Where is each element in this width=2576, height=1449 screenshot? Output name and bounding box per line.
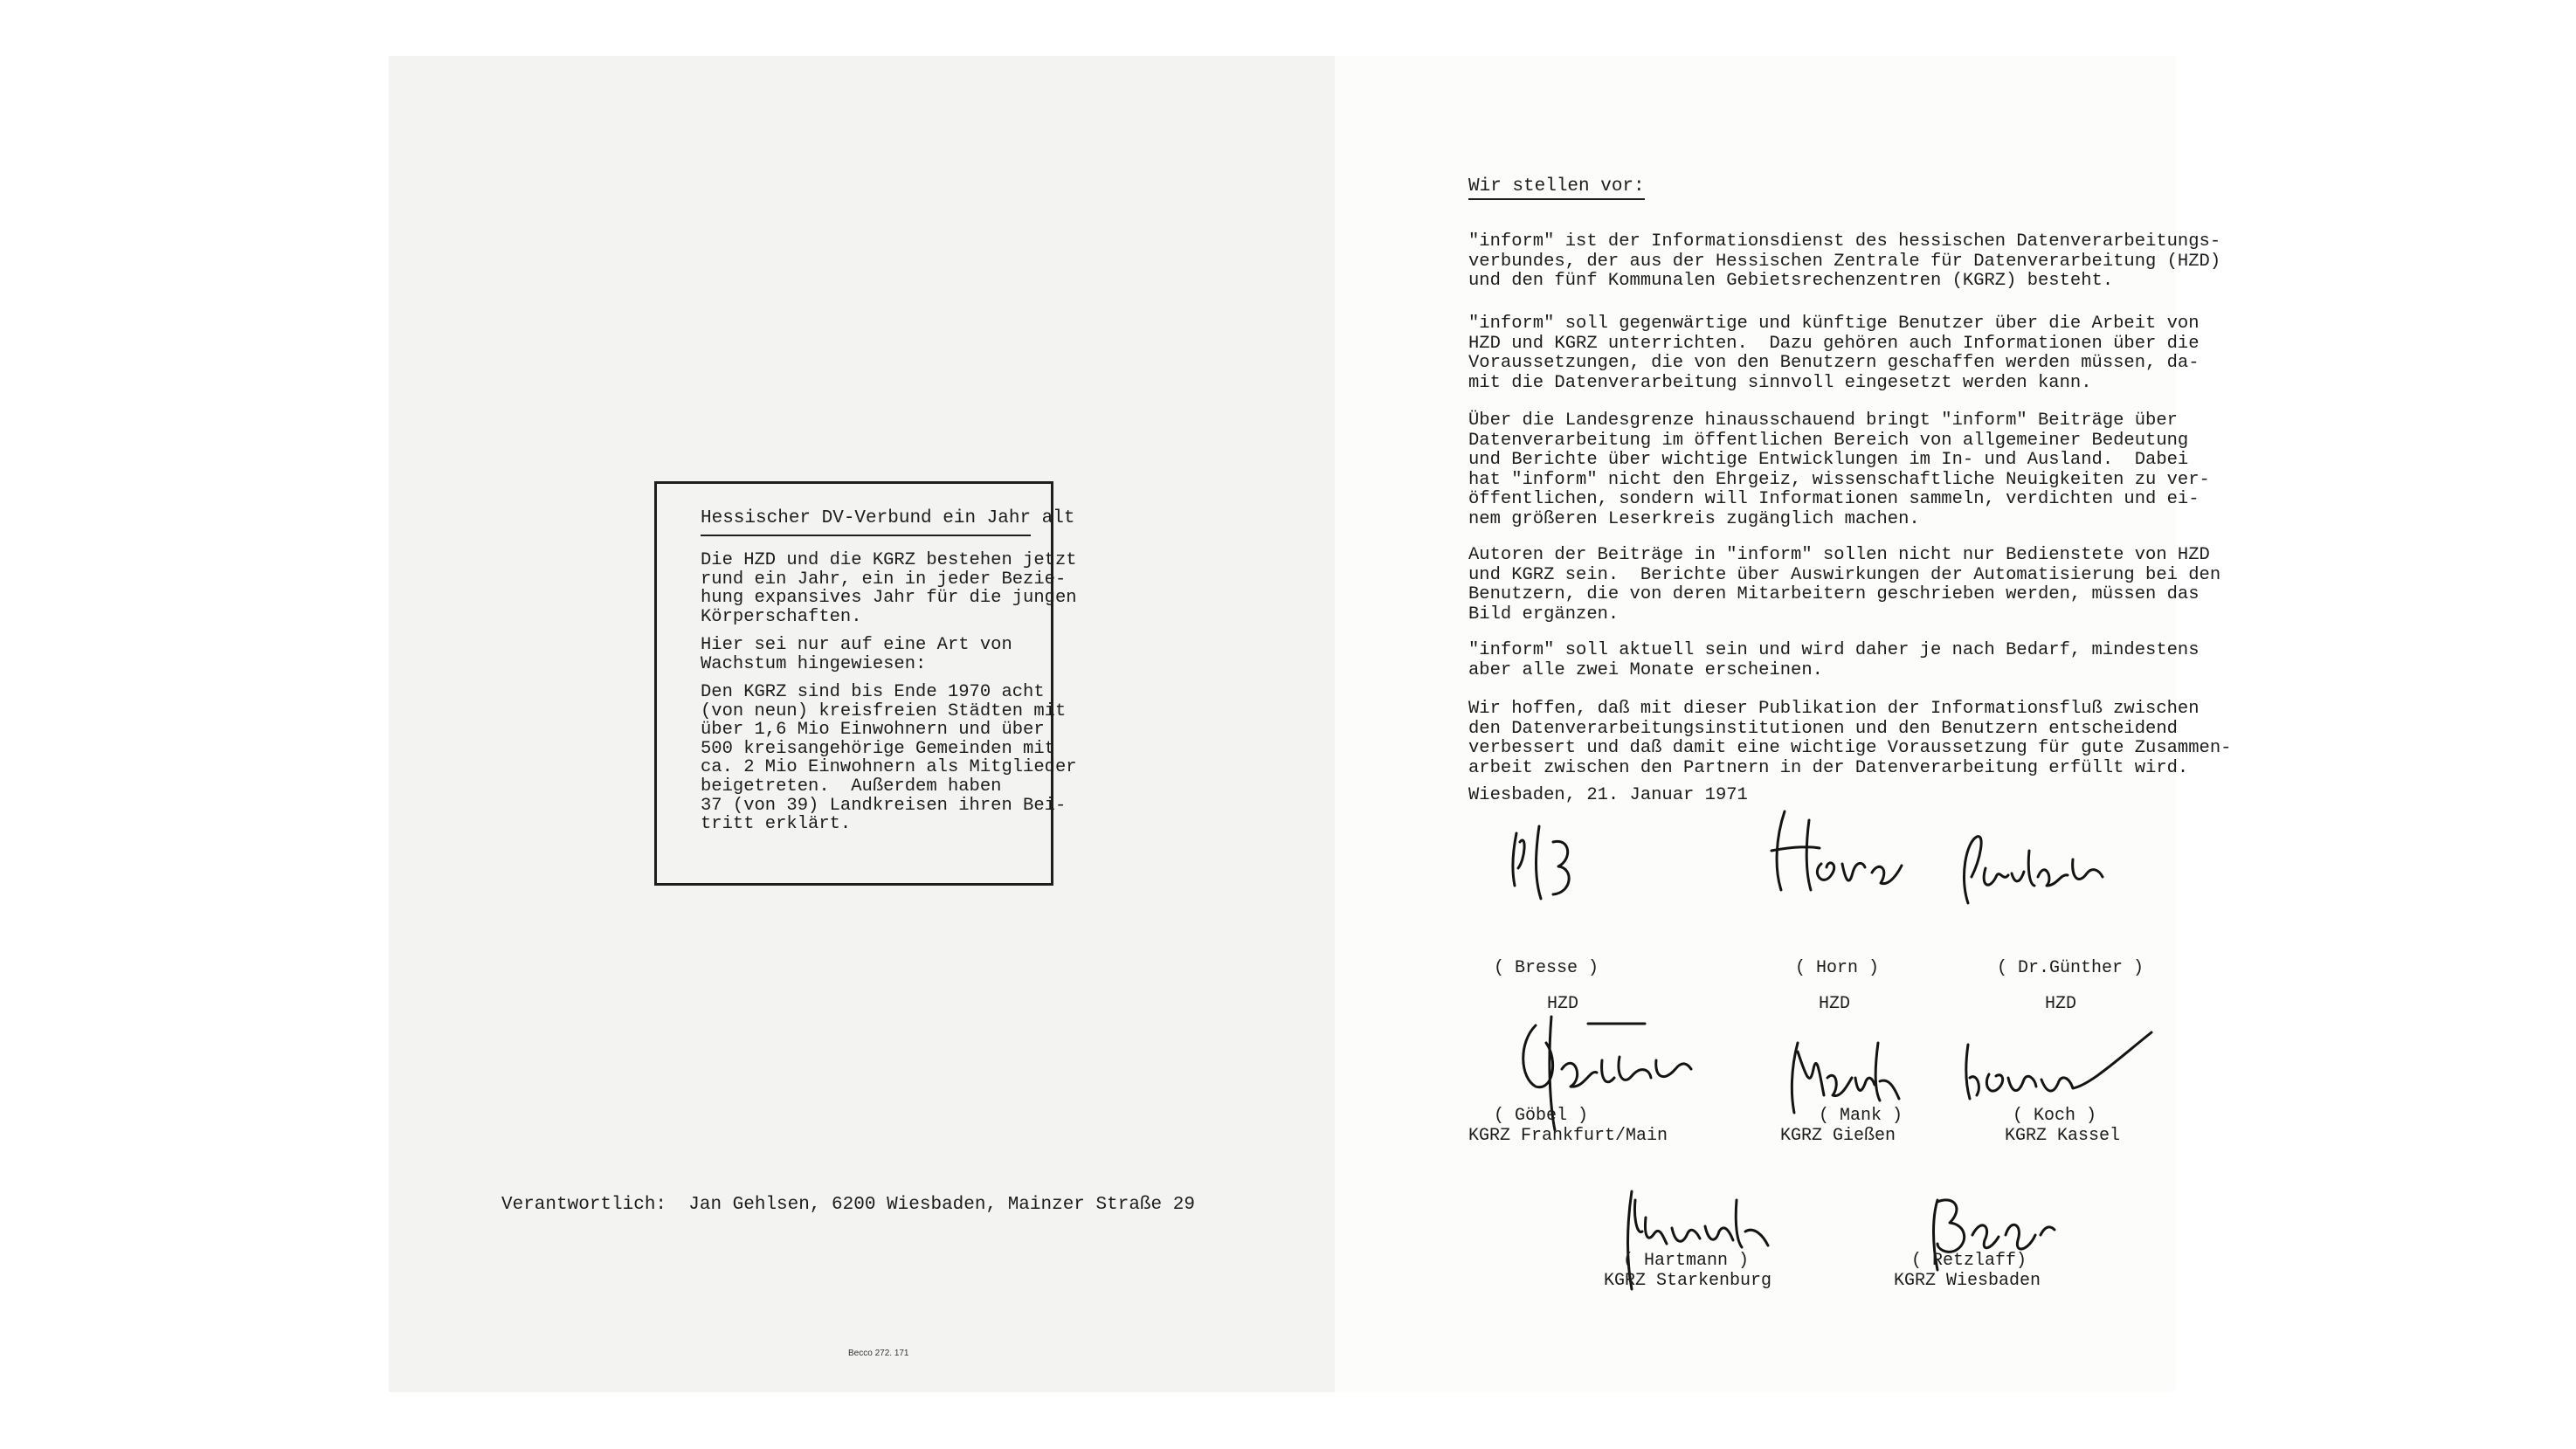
page-code: Becco 272. 171 — [848, 1349, 909, 1358]
signatory-name-guenther: ( Dr.Günther ) — [1997, 958, 2144, 978]
intro-paragraph-2: "inform" soll gegenwärtige und künftige Benutzer über die Arbeit von HZD und KGRZ unterrichten. Dazu gehören auch Informationen über die Voraussetzungen, die von den Benutzern geschaffen werden müssen, da- mit die Datenverarbeitung sinnvoll eingesetzt werden kann. — [1468, 314, 2200, 393]
signatory-org-retzlaff: KGRZ Wiesbaden — [1894, 1271, 2041, 1291]
signatory-name-retzlaff: ( Retzlaff) — [1911, 1251, 2027, 1271]
signatory-org-bresse: HZD — [1547, 994, 1579, 1014]
intro-paragraph-6: Wir hoffen, daß mit dieser Publikation der Informationsfluß zwischen den Datenverarbeitungsinstitutionen und den Benutzern entscheidend verbessert und daß damit eine wichtige Voraussetzung für gute Zusammen- arbeit zwischen den Partnern in der Datenverarbeitung erfüllt wird. — [1468, 699, 2232, 778]
signatory-org-horn: HZD — [1819, 994, 1851, 1014]
place-date: Wiesbaden, 21. Januar 1971 — [1468, 785, 1748, 805]
signatory-name-horn: ( Horn ) — [1795, 958, 1880, 978]
box-title-rule — [701, 535, 1031, 536]
intro-paragraph-1: "inform" ist der Informationsdienst des hessischen Datenverarbeitungs- verbundes, der aus der Hessischen Zentrale für Datenverarbeitung (HZD) und den fünf Kommunalen Gebietsrechenzentren (KGRZ) besteht. — [1468, 231, 2221, 292]
signatory-org-goebel: KGRZ Frankfurt/Main — [1468, 1126, 1668, 1146]
box-title: Hessischer DV-Verbund ein Jahr alt — [701, 508, 1075, 528]
signatory-name-mank: ( Mank ) — [1819, 1106, 1903, 1126]
signatory-org-koch: KGRZ Kassel — [2005, 1126, 2121, 1146]
signatory-org-mank: KGRZ Gießen — [1780, 1126, 1896, 1146]
signature-guenther — [1951, 825, 2108, 921]
notice-box — [654, 481, 1077, 886]
intro-heading: Wir stellen vor: — [1468, 176, 1645, 200]
signature-bresse — [1501, 816, 1606, 921]
intro-paragraph-3: Über die Landesgrenze hinausschauend bringt "inform" Beiträge über Datenverarbeitung im öffentlichen Bereich von allgemeiner Bedeutung und Berichte über wichtige Entwicklungen im In- und Ausland. Dabei hat "inform" nicht den Ehrgeiz, wissenschaftliche Neuigkeiten zu ver- öffentlichen, sondern will Informationen sammeln, verdichten und ei- nem größeren Leserkreis zugänglich machen. — [1468, 411, 2210, 529]
right-page — [1335, 56, 2232, 1392]
intro-paragraph-5: "inform" soll aktuell sein und wird daher je nach Bedarf, mindestens aber alle zwei Monate erscheinen. — [1468, 640, 2200, 680]
signatory-org-guenther: HZD — [2045, 994, 2077, 1014]
left-page — [389, 56, 1335, 1392]
signatory-name-koch: ( Koch ) — [2013, 1106, 2097, 1126]
signatory-name-goebel: ( Göbel ) — [1494, 1106, 1589, 1126]
signatory-name-hartmann: ( Hartmann ) — [1623, 1251, 1750, 1271]
box-paragraph-1: Die HZD und die KGRZ bestehen jetzt rund ein Jahr, ein in jeder Bezie- hung expansives Jahr für die jungen Körperschaften. — [701, 550, 1077, 627]
responsible-line: Verantwortlich: Jan Gehlsen, 6200 Wiesbaden, Mainzer Straße 29 — [501, 1195, 1195, 1215]
signatory-org-hartmann: KGRZ Starkenburg — [1604, 1271, 1772, 1291]
intro-paragraph-4: Autoren der Beiträge in "inform" sollen nicht nur Bedienstete von HZD und KGRZ sein. Berichte über Auswirkungen der Automatisierung bei den Benutzern, die von deren Mitarbeitern geschrieben werden, müssen das Bild ergänzen. — [1468, 545, 2221, 624]
box-paragraph-2: Hier sei nur auf eine Art von Wachstum hingewiesen: — [701, 635, 1012, 674]
box-paragraph-3: Den KGRZ sind bis Ende 1970 acht (von neun) kreisfreien Städten mit über 1,6 Mio Einwohnern und über 500 kreisangehörige Gemeinden mit ca. 2 Mio Einwohnern als Mitglieder beigetreten. Außerdem haben 37 (von 39) Landkreisen ihren Bei- tritt erklärt. — [701, 682, 1077, 835]
signature-horn — [1758, 803, 1907, 907]
signatory-name-bresse: ( Bresse ) — [1494, 958, 1599, 978]
